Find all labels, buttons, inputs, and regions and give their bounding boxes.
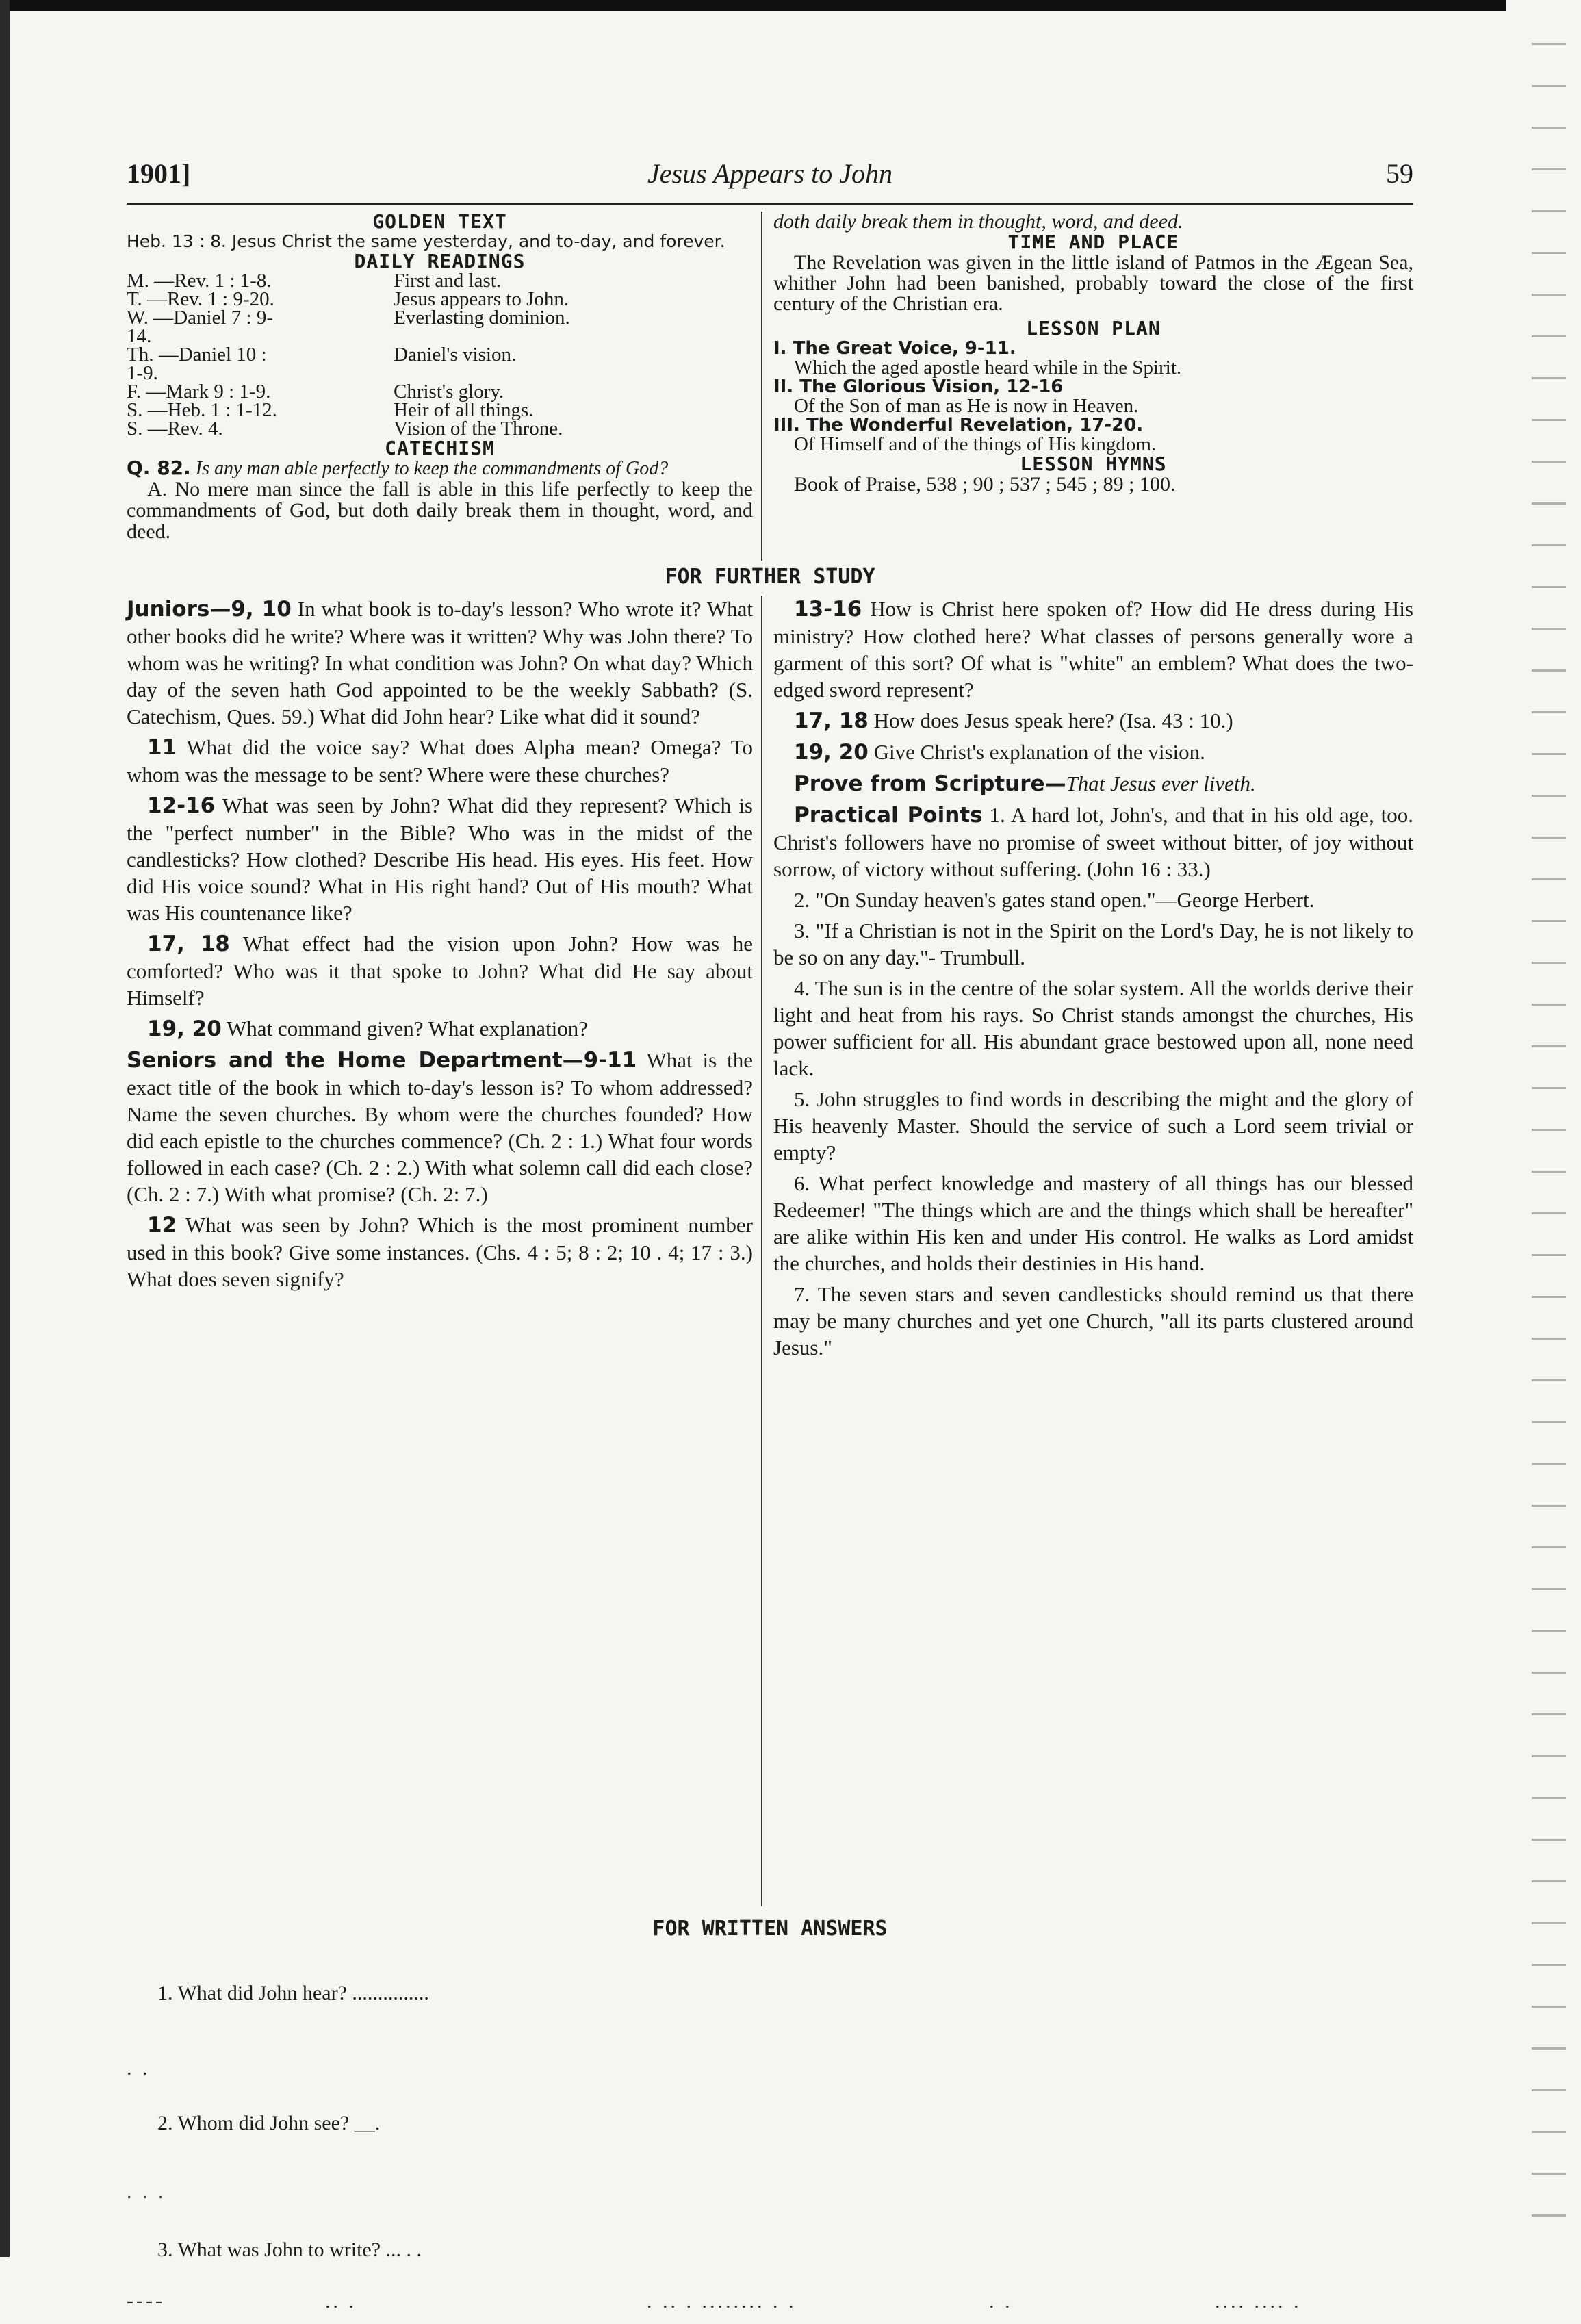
further-study	[127, 596, 1413, 1917]
prove-paragraph	[773, 770, 1413, 797]
study-label: Seniors and the Home Department—9-11	[127, 1048, 637, 1073]
prove-text: That Jesus ever liveth.	[1066, 771, 1256, 795]
lesson-hymns-text: Book of Praise, 538 ; 90 ; 537 ; 545 ; 89 ; 100.	[794, 473, 1176, 496]
plan-head: III. The Wonderful Revelation, 17-20.	[773, 415, 1144, 435]
study-label: 11	[147, 735, 177, 760]
study-paragraph	[127, 734, 753, 788]
plan-head: II. The Glorious Vision, 12-16	[773, 376, 1064, 397]
study-text: In what book is to-day's lesson? Who wrote it? What other books did he write? Where was it written? Why was John there? To whom was he writing? In what condition was John? On what day? Which day of the seven hath God appointed to be the weekly Sabbath? (S. Catechism, Ques. 59.) What did John hear? Like what did it sound?	[127, 597, 753, 728]
practical-text: 1. A hard lot, John's, and that in his old age, too. Christ's followers have no promise of sweet without bitter, of joy without sorrow, of victory without suffering. (John 16 : 33.)	[773, 803, 1414, 881]
answer-line: .. .	[325, 2290, 357, 2312]
study-label: 19, 20	[794, 740, 869, 765]
reading-row	[127, 401, 753, 420]
answer-line: . . .	[127, 2180, 166, 2203]
study-paragraph	[127, 1047, 753, 1208]
study-paragraph	[773, 707, 1413, 735]
answer-dots: ...............	[352, 1982, 429, 2004]
practical-point: 2. "On Sunday heaven's gates stand open."—George Herbert.	[794, 888, 1315, 912]
study-text: What was seen by John? Which is the most prominent number used in this book? Give some instances. (Chs. 4 : 5; 8 : 2; 10 . 4; 17 : 3.) What does seven signify?	[127, 1213, 753, 1291]
study-label: 19, 20	[147, 1017, 222, 1041]
study-text: What was seen by John? What did they represent? Which is the "perfect number" in the Bible? Who was in the midst of the candlesticks? How clothed? Describe His head. His eyes. His feet. How did His voice sound? What in His right hand? Out of His mouth? What was His countenance like?	[127, 793, 753, 925]
catechism-q-text: Is any man able perfectly to keep the commandments of God?	[195, 458, 669, 479]
written-question	[157, 1982, 429, 2005]
reading-ref: M. —Rev. 1 : 1-8.	[127, 270, 272, 292]
catechism-heading: CATECHISM	[385, 437, 495, 459]
study-paragraph	[127, 930, 753, 1011]
reading-title: Jesus appears to John.	[394, 288, 569, 310]
catechism-q-label: Q. 82.	[127, 457, 191, 479]
study-label: 12	[147, 1213, 177, 1238]
lesson-hymns-heading: LESSON HYMNS	[1020, 452, 1167, 475]
reading-ref: Th. —Daniel 10 : 1-9.	[127, 344, 267, 384]
scan-top-edge	[0, 0, 1506, 11]
study-text: What did the voice say? What does Alpha mean? Omega? To whom was the message to be sent? Where were these churches?	[127, 735, 753, 787]
golden-text-heading: GOLDEN TEXT	[372, 210, 507, 233]
reading-row	[127, 383, 753, 401]
golden-text: Heb. 13 : 8. Jesus Christ the same yesterday, and to-day, and forever.	[127, 231, 725, 251]
reading-row	[127, 420, 753, 438]
further-study-left-column	[127, 596, 753, 1297]
written-question-text: 1. What did John hear?	[157, 1982, 347, 2004]
prove-label: Prove from Scripture—	[794, 771, 1066, 796]
practical-paragraph	[773, 802, 1413, 882]
study-paragraph	[127, 1212, 753, 1292]
answer-dots: __.	[354, 2112, 381, 2134]
front-right-column	[773, 212, 1413, 495]
answer-line: . .	[989, 2290, 1013, 2312]
reading-title: Christ's glory.	[394, 381, 504, 403]
lesson-plan-heading: LESSON PLAN	[1026, 317, 1161, 340]
further-study-right-column	[773, 596, 1413, 1365]
reading-title: First and last.	[394, 270, 502, 292]
answer-line: . .	[127, 2057, 151, 2080]
written-answers-heading: FOR WRITTEN ANSWERS	[652, 1917, 888, 1941]
study-label: 17, 18	[147, 932, 230, 956]
reading-title: Daniel's vision.	[394, 344, 517, 366]
lesson-plan-item	[773, 339, 1413, 377]
practical-point: 6. What perfect knowledge and mastery of all things has our blessed Redeemer! "The things which are and the things which shall be hereafter" are alike within His ken and under His control. He walks as Lord amidst the churches, and holds their destinies in His hand.	[773, 1171, 1413, 1275]
reading-title: Everlasting dominion.	[394, 307, 570, 329]
header-title: Jesus Appears to John	[647, 158, 893, 189]
daily-readings-list	[127, 272, 753, 438]
lesson-front-matter	[127, 212, 1413, 561]
header-rule	[127, 203, 1413, 205]
practical-point: 3. "If a Christian is not in the Spirit on the Lord's Day, he is not likely to be so on any day."- Trumbull.	[773, 919, 1413, 969]
study-paragraph	[773, 739, 1413, 766]
answer-dots: ... . .	[385, 2238, 422, 2261]
written-question	[157, 2112, 380, 2135]
scan-right-edge-noise	[1532, 27, 1566, 2232]
study-text: What effect had the vision upon John? How was he comforted? Who was it that spoke to John? What did He say about Himself?	[127, 932, 753, 1010]
column-rule	[761, 212, 762, 561]
study-paragraph	[127, 792, 753, 926]
bottom-answer-line	[127, 2283, 1413, 2324]
scan-left-edge	[0, 0, 10, 2257]
running-header	[127, 157, 1413, 203]
reading-ref: S. —Rev. 4.	[127, 418, 223, 439]
study-text: Give Christ's explanation of the vision.	[868, 740, 1205, 764]
study-label: Juniors—9, 10	[127, 597, 292, 622]
study-paragraph	[127, 1015, 753, 1043]
daily-readings-heading: DAILY READINGS	[354, 250, 526, 272]
written-question	[157, 2238, 422, 2262]
practical-point: 5. John struggles to find words in describing the might and the glory of His heavenly Master. Should the service of such a Lord seem trivial or empty?	[773, 1087, 1413, 1164]
lesson-plan-item	[773, 416, 1413, 454]
plan-head: I. The Great Voice, 9-11.	[773, 338, 1016, 359]
reading-row	[127, 309, 753, 346]
practical-point: 7. The seven stars and seven candlesticks should remind us that there may be many churches and yet one Church, "all its parts clustered around Jesus."	[773, 1282, 1413, 1359]
practical-point: 4. The sun is in the centre of the solar system. All the worlds derive their light and heat from his rays. So Christ stands amongst the churches, His power sufficient for all. His abundant grace bestowed upon all, none need lack.	[773, 976, 1413, 1080]
written-answers	[127, 1941, 1413, 2283]
answer-line: . .. . ........ . .	[647, 2290, 797, 2312]
plan-sub: Of Himself and of the things of His kingdom.	[794, 433, 1157, 455]
column-rule	[761, 596, 762, 1906]
study-text: What is the exact title of the book in which to-day's lesson is? To whom addressed? Name the seven churches. By whom were the churches founded? How did each epistle to the churches commence? (Ch. 2 : 1.) What four words followed in each case? (Ch. 2 : 2.) With what solemn call did each close? (Ch. 2 : 7.) With what promise? (Ch. 2: 7.)	[127, 1048, 753, 1206]
further-study-heading: FOR FURTHER STUDY	[665, 565, 875, 589]
study-label: 17, 18	[794, 708, 869, 733]
reading-title: Vision of the Throne.	[394, 418, 563, 439]
study-label: 12-16	[147, 793, 216, 818]
time-place-text: The Revelation was given in the little island of Patmos in the Ægean Sea, whither John had been banished, probably toward the close of the first century of the Christian era.	[773, 251, 1413, 315]
reading-title: Heir of all things.	[394, 399, 534, 421]
catechism-answer: A. No mere man since the fall is able in this life perfectly to keep the commandments of God, but doth daily break them in thought, word, and deed.	[127, 478, 753, 543]
written-question-text: 2. Whom did John see?	[157, 2112, 350, 2134]
answer-line: ----	[127, 2290, 165, 2312]
answer-line: .... .... .	[1215, 2290, 1302, 2312]
reading-ref: S. —Heb. 1 : 1-12.	[127, 399, 277, 421]
lesson-plan-item	[773, 377, 1413, 416]
time-place-heading: TIME AND PLACE	[1007, 231, 1179, 253]
reading-row	[127, 290, 753, 309]
page-number: 59	[1386, 158, 1413, 189]
study-paragraph	[127, 596, 753, 730]
study-text: How is Christ here spoken of? How did He dress during His ministry? How clothed here? What classes of persons generally wore a garment of this sort? Of what is "white" an emblem? What does the two-edged sword represent?	[773, 597, 1413, 702]
reading-row	[127, 346, 753, 383]
page	[127, 157, 1413, 2324]
study-label: 13-16	[794, 597, 862, 622]
header-year: 1901]	[127, 158, 191, 189]
front-left-column	[127, 210, 753, 543]
study-paragraph	[773, 596, 1413, 703]
catechism-question	[127, 459, 753, 478]
plan-sub: Which the aged apostle heard while in the Spirit.	[794, 357, 1182, 379]
reading-row	[127, 272, 753, 290]
reading-ref: T. —Rev. 1 : 9-20.	[127, 288, 274, 310]
practical-label: Practical Points	[794, 803, 983, 828]
written-question-text: 3. What was John to write?	[157, 2238, 381, 2261]
reading-ref: F. —Mark 9 : 1-9.	[127, 381, 271, 403]
study-text: What command given? What explanation?	[221, 1017, 589, 1040]
reading-ref: W. —Daniel 7 : 9-14.	[127, 307, 273, 347]
study-text: How does Jesus speak here? (Isa. 43 : 10.)	[868, 708, 1233, 732]
plan-sub: Of the Son of man as He is now in Heaven.	[794, 395, 1139, 417]
catechism-answer-continued: doth daily break them in thought, word, and deed.	[773, 210, 1183, 233]
